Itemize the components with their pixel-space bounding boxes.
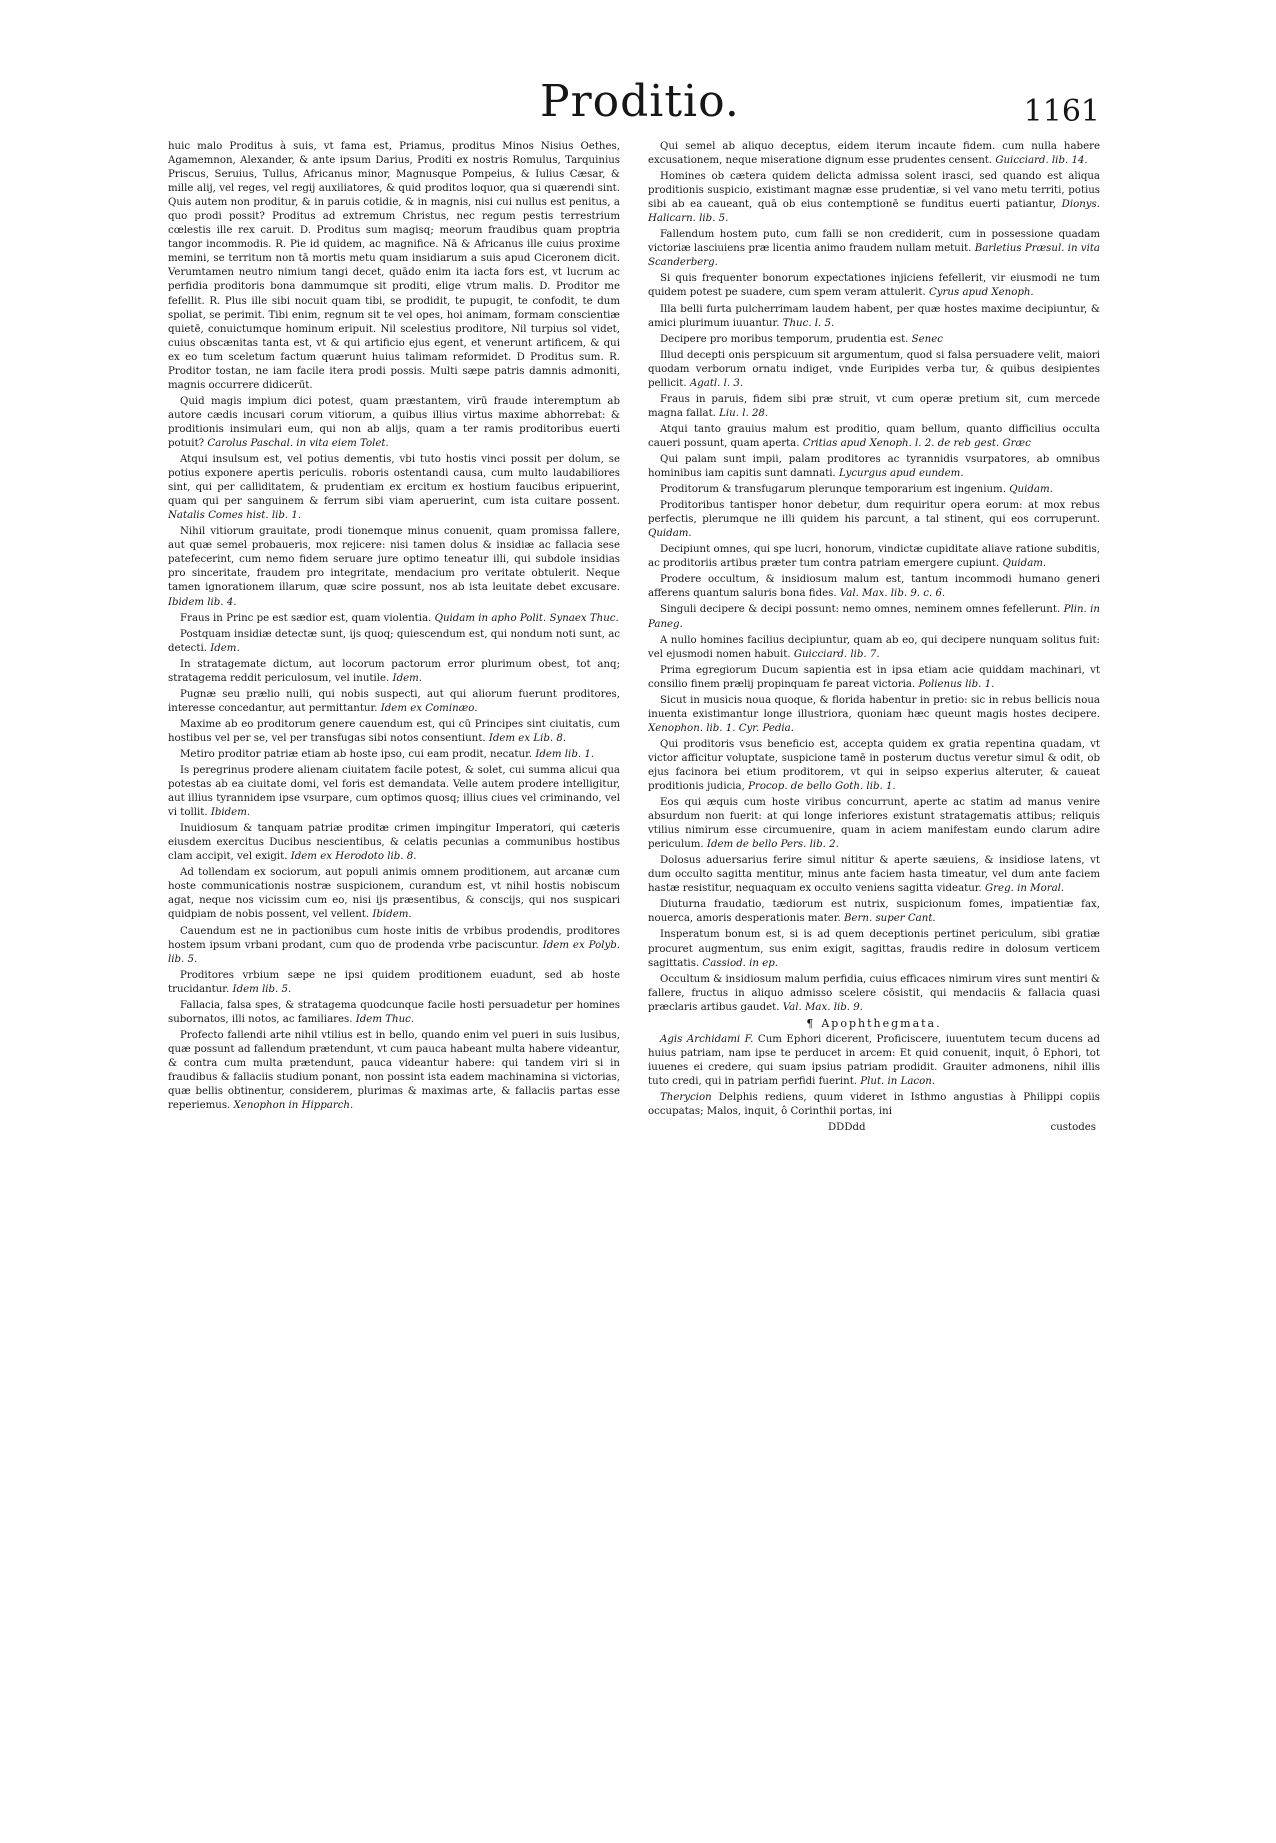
paragraph	[648, 573, 1100, 601]
source-citation: Dionys. Halicarn. lib. 5.	[648, 199, 1100, 225]
source-citation: Procop. de bello Goth. lib. 1.	[748, 781, 896, 793]
source-citation: Ibidem lib. 4.	[168, 596, 237, 608]
source-citation: Xenophon. lib. 1. Cyr. Pedia.	[648, 722, 794, 734]
paragraph-text: Prodere occultum, & insidiosum malum est, tantum incommodi humano generi afferens quantum saluris bona fides.	[648, 574, 1100, 600]
apophthegm-text: Cum Ephori dicerent, Proficiscere, iuuentutem tecum ducens ad huius patriam, nam ipse te perducet in arcem: Et quid conuenit, inquit, ô Ephori, tot iuuenes ei credere, qui suam ipsius patriam prodidit. Grauiter admonens, nihil illis tuto credi, qui in patriam perfidi fuerint.	[648, 1033, 1100, 1087]
source-citation: Plut. in Lacon.	[860, 1075, 936, 1087]
paragraph-text: Fallendum hostem puto, cum falli se non crediderit, cum in possessione quadam victoriæ lasciuiens præ licentia animo fraudem nullam metuit.	[648, 229, 1100, 255]
page-header	[150, 76, 1100, 136]
source-citation: Critias apud Xenoph. l. 2. de reb gest. Græc	[802, 437, 1031, 449]
paragraph	[648, 303, 1100, 331]
paragraph	[168, 688, 620, 716]
paragraph-text: Postquam insidiæ detectæ sunt, ijs quoq; quiescendum est, qui nondum noti sunt, ac detecti.	[168, 628, 620, 654]
paragraph-text: Inuidiosum & tanquam patriæ proditæ crimen impingitur Imperatori, qui cæteris eiusdem exercitus Ducibus nescientibus, & celatis pecunias a communibus hostibus clam accipit, vel exigit.	[168, 823, 620, 863]
paragraph	[168, 140, 620, 393]
paragraph	[168, 822, 620, 864]
paragraph	[648, 694, 1100, 736]
source-citation: Senec	[911, 333, 943, 345]
paragraph-text: Occultum & insidiosum malum perfidia, cuius efficaces nimirum vires sunt mentiri & fallere, fructus in aliquo admisso scelere cōsistit, qui mendaciis & fallacia quasi præclaris artibus gaudet.	[648, 973, 1100, 1013]
paragraph-text: Maxime ab eo proditorum genere cauendum est, qui cū Principes sint ciuitatis, cum hostibus vel per se, vel per transfugas sibi notos consentiunt.	[168, 718, 620, 744]
paragraph	[168, 969, 620, 997]
paragraph	[648, 738, 1100, 794]
source-citation: Xenophon in Hipparch.	[233, 1100, 354, 1112]
paragraph-text: Illud decepti onis perspicuum sit argumentum, quod si falsa persuadere velit, maiori quodam verborum ornatu indiget, vnde Euripides verba tur, & quibus desipientes pellicit.	[648, 349, 1100, 389]
paragraph	[168, 925, 620, 967]
apophthegm	[648, 1033, 1100, 1089]
paragraph	[648, 333, 1100, 347]
paragraph	[648, 499, 1100, 541]
paragraph-text: Cauendum est ne in pactionibus cum hoste initis de vrbibus prodendis, proditores hostem ipsum vrbani prodant, cum quo de prodenda vrbe paciscuntur.	[168, 925, 620, 951]
paragraph	[648, 423, 1100, 451]
section-heading-text: Apophthegmata.	[821, 1016, 942, 1030]
paragraph	[648, 272, 1100, 300]
page-number: 1161	[1023, 94, 1100, 129]
paragraph	[168, 866, 620, 922]
paragraph	[168, 658, 620, 686]
source-citation: Quidam.	[1002, 558, 1047, 570]
paragraph	[168, 453, 620, 523]
right-column	[648, 140, 1100, 1810]
speaker-name: Therycion	[660, 1092, 712, 1103]
source-citation: Cyrus apud Xenoph.	[929, 287, 1034, 299]
source-citation: Quidam.	[648, 528, 692, 540]
source-citation: Val. Max. lib. 9. c. 6.	[839, 588, 946, 600]
paragraph-text: A nullo homines facilius decipiuntur, quam ab eo, qui decipere nunquam solitus fuit: vel ejusmodi nomen habuit.	[648, 634, 1100, 660]
source-citation: Idem ex Lib. 8.	[488, 732, 567, 744]
source-citation: Guicciard. lib. 7.	[793, 648, 880, 660]
source-citation: Plin. in Paneg.	[648, 604, 1100, 630]
source-citation: Agatl. l. 3.	[689, 377, 744, 389]
paragraph-text: Dolosus aduersarius ferire simul nititur & aperte sæuiens, & insidiose latens, vt dum occulto sagitta mentitur, minus ante faciem hasta timeatur, vel dum ante faciem hastæ resistitur, nequaquam ex occulto veniens sagitta videatur.	[648, 855, 1100, 895]
speaker-name: Agis Archidami F.	[660, 1033, 754, 1045]
paragraph	[648, 973, 1100, 1015]
paragraph	[168, 628, 620, 656]
source-citation: Barletius Præsul. in vita Scanderberg.	[648, 243, 1100, 269]
paragraph	[168, 748, 620, 762]
paragraph-text: Ad tollendam ex sociorum, aut populi animis omnem proditionem, aut arcanæ cum hoste communicationis nostræ suspicionem, curandum est, vt nihil hostis nobiscum agat, neque nos vicissim cum eo, nisi ijs præsentibus, & conscijs, qui nos suspicari quidpiam de nobis possent, vel vellent.	[168, 867, 620, 921]
source-citation: Val. Max. lib. 9.	[782, 1001, 863, 1013]
paragraph-text: Nihil vitiorum grauitate, prodi tionemque minus conuenit, quam promissa fallere, aut quæ semel probaueris, mox rejicere: nisi tamen dolus & insidiæ ac fallacia sese patefecerint, cum nemo fidem seruare jure optimo teneatur illi, qui subdole insidias pro sinceritate, fraudem pro integritate, mendacium pro veritate obtulerit. Neque tamen ignorationem illarum, quæ scire possunt, nos ab ista leuitate debet excusare.	[168, 526, 620, 594]
page-footer	[648, 1121, 1100, 1135]
paragraph	[648, 228, 1100, 270]
paragraph-text: Sicut in musicis noua quoque, & florida habentur in pretio: sic in rebus bellicis noua inuenta existimantur longe illustriora, quoniam hæc queunt magis hostes decipere.	[648, 694, 1100, 720]
running-title: Proditio.	[540, 76, 740, 127]
paragraph	[648, 603, 1100, 631]
paragraph-text: Metiro proditor patriæ etiam ab hoste ipso, cui eam prodit, necatur.	[180, 748, 533, 760]
paragraph	[648, 140, 1100, 168]
source-citation: Ibidem.	[210, 807, 251, 819]
source-citation: Liu. l. 28.	[719, 407, 769, 419]
source-citation: Idem.	[210, 642, 240, 654]
source-citation: Cassiod. in ep.	[702, 957, 778, 969]
apophthegm-text: Delphis rediens, quum videret in Isthmo angustias à Philippi copiis occupatas; Malos, inquit, ô Corinthii portas, ini	[648, 1092, 1100, 1118]
source-citation: Lycurgus apud eundem.	[839, 468, 964, 480]
source-citation: Idem.	[392, 672, 423, 684]
paragraph-text: Qui proditoris vsus beneficio est, accepta quidem ex gratia repentina quadam, vt victor afficitur voluptate, suspicione tamē in posterum ductus veretur simul & odit, ob ejus facinora bei etium proditorem, vt qui in seipso experius alteruter, & caueat proditionis judicia,	[648, 738, 1100, 793]
paragraph	[648, 393, 1100, 421]
paragraph-text: Decipere pro moribus temporum, prudentia est.	[660, 333, 909, 345]
paragraph	[648, 854, 1100, 896]
paragraph-text: Eos qui æquis cum hoste viribus concurrunt, aperte ac statim ad manus venire absurdum non fuerit: at qui longe inferiores existunt stratagematis attibus; reliquis vtilius nimirum esse circumuenire, quam in aciem manifestam eundo clarum adire periculum.	[648, 797, 1100, 851]
source-citation: Idem de bello Pers. lib. 2.	[706, 839, 839, 851]
source-citation: Idem ex Polyb. lib. 5.	[168, 939, 620, 965]
pilcrow-icon: ¶	[806, 1016, 816, 1030]
source-citation: Idem Thuc.	[355, 1013, 415, 1025]
source-citation: Ibidem.	[372, 909, 412, 921]
paragraph-text: Proditores vrbium sæpe ne ipsi quidem proditionem euadunt, sed ab hoste trucidantur.	[168, 969, 620, 995]
paragraph-text: Singuli decipere & decipi possunt: nemo omnes, neminem omnes fefellerunt.	[660, 604, 1061, 616]
paragraph	[648, 898, 1100, 926]
source-citation: Guicciard. lib. 14.	[995, 155, 1088, 167]
paragraph	[648, 170, 1100, 226]
paragraph-text: Decipiunt omnes, qui spe lucri, honorum, vindictæ cupiditate aliave ratione subditis, ac proditoriis artibus præter tum contra patriam emergere cupiunt.	[648, 544, 1100, 570]
apophthegm	[648, 1091, 1100, 1119]
source-citation: Polienus lib. 1.	[918, 678, 995, 690]
source-citation: Idem lib. 5.	[232, 983, 292, 995]
paragraph-text: Qui semel ab aliquo deceptus, eidem iterum incaute fidem. cum nulla habere excusationem, neque miseratione dignum esse prudentes censent.	[648, 141, 1100, 167]
paragraph-text: Diuturna fraudatio, tædiorum est nutrix, suspicionum fomes, impatientiæ fax, nouerca, amoris desperationis mater.	[648, 899, 1100, 925]
paragraph	[168, 718, 620, 746]
catchword: custodes	[1050, 1122, 1096, 1134]
paragraph	[648, 634, 1100, 662]
paragraph	[168, 612, 620, 626]
paragraph	[648, 349, 1100, 391]
paragraph-text: Prima egregiorum Ducum sapientia est in ipsa etiam acie quiddam machinari, vt consilio finem prælij propinquam fe pareat victoria.	[648, 664, 1100, 690]
source-citation: Thuc. l. 5.	[782, 317, 835, 329]
source-citation: Natalis Comes hist. lib. 1.	[168, 510, 302, 522]
paragraph-text: Qui palam sunt impii, palam proditores ac tyrannidis vsurpatores, ab omnibus hominibus iam capitis sunt damnati.	[648, 453, 1100, 480]
paragraph-text: Profecto fallendi arte nihil vtilius est in bello, quando enim vel pueri in suis lusibus, quæ possunt ad fallendum prætendunt, vt cum pauca habeant multa habere videantur, & contra cum multa prætendunt, pauca videantur habere: qui tandem viri si in fraudibus & fallaciis studium ponant, non possint ista eadem machinamina si victorias, quæ bellis obtinentur, considerem, plurimas & maximas arte, & fallaciis partas esse reperiemus.	[168, 1029, 620, 1112]
source-citation: Quidam in apho Polit. Synaex Thuc.	[434, 612, 619, 624]
paragraph	[648, 928, 1100, 970]
paragraph	[168, 1029, 620, 1113]
paragraph	[168, 999, 620, 1027]
left-column	[168, 140, 620, 1800]
paragraph-text: Fraus in Princ pe est sædior est, quam violentia.	[180, 612, 432, 624]
paragraph	[168, 395, 620, 451]
paragraph-text: Fallacia, falsa spes, & stratagema quodcunque facile hosti persuadetur per homines subornatos, illi notos, ac familiares.	[168, 999, 620, 1025]
paragraph-text: Atqui tanto grauius malum est proditio, quam bellum, quanto difficilius occulta caueri possunt, quam aperta.	[648, 423, 1100, 449]
paragraph-text: Si quis frequenter bonorum expectationes injiciens fefellerit, vir eiusmodi ne tum quidem potest pe suadere, cum spem veram attulerit.	[648, 273, 1100, 299]
paragraph-text: Homines ob cætera quidem delicta admissa solent irasci, sed quando est aliqua proditionis suspicio, existimant magnæ esse prudentiæ, si vel vano metu territi, potius sibi ab ea caueant, quā ob eius contemptionē se funditus euerti patiantur,	[648, 171, 1100, 211]
paragraph-text: Is peregrinus prodere alienam ciuitatem facile potest, & solet, cui summa alicui qua potestas ab ea ciuitate domi, vel foris est demandata. Velle autem prodere intelligitur, aut illius tyrannidem ipse vsurpare, cum optimos quosq; illius ciues vel criminando, vel vi tollit.	[168, 765, 620, 819]
paragraph-text: Quid magis impium dici potest, quam præstantem, virū fraude interemptum ab autore cædis incusari corum vitiorum, a quibus illius virtus maxime abhorrebat: & proditionis insimulari eum, qui non ab alijs, quam a ter ramis proditoribus euerti potuit?	[168, 395, 620, 449]
paragraph-text: huic malo Proditus à suis, vt fama est, Priamus, proditus Minos Nisius Oethes, Agamemnon, Alexander, & ante ipsum Darius, Proditi ex nostris Romulus, Tarquinius Priscus, Seruius, Tullus, Africanus minor, Magnusque Pompeius, & Iulius Cæsar, & mille alij, vel reges, vel regij auxiliatores, & quid proditos loquor, qua si quærendi sint. Quis autem non proditur, & in paruis cotidie, & in magnis, nisi cui nullus est penitus, a quo prodi possit? Proditus ad extremum Christus, nec regum pestis terrestrium cœlestis ille rex caruit. D. Proditus sum magisq; meorum fraudibus quam proptria tangor incommodis. R. Pie id quidem, ac magnifice. Nā & Africanus ille cuius proxime memini, se territum non tā mortis metu quam insidiarum a suis apud Ciceronem dicit. Verumtamen neutro nimium tangi decet, quādo enim ita iacta fors est, vt lucrum ac perfidia proditoris bona dammumque sit proditi, elige vtrum malis. D. Proditor me fefellit. R. Plus ille sibi nocuit quam tibi, se prodidit, te pupugit, te confodit, te dum spoliat, se perimit. Tibi enim, regnum sit te vel opes, hoi animam, formam conscientiæ quietē, conuictumque hominum eripuit. Nil scelestius proditore, Nil turpius sol videt, cuius obscænitas tanta est, vt & qui artificio ejus egent, et venerunt artificem, & qui ex eo tum sceletum factum quærunt huius talimam reformidet. D Proditus sum. R. Proditor tostan, ne iam facile itera prodi possis. Multi sæpe patris damnis admoniti, magnis occurrere didicerūt.	[168, 141, 620, 391]
paragraph-text: Illa belli furta pulcherrimam laudem habent, per quæ hostes maxime decipiuntur, & amici plurimum iuuantur.	[648, 303, 1100, 329]
paragraph	[648, 483, 1100, 497]
paragraph	[648, 664, 1100, 692]
paragraph	[648, 453, 1100, 481]
source-citation: Quidam.	[1009, 484, 1053, 496]
paragraph	[648, 796, 1100, 852]
paragraph-text: Pugnæ seu prælio nulli, qui nobis suspecti, aut qui aliorum fuerunt proditores, interesse concedantur, aut permittantur.	[168, 688, 620, 714]
paragraph	[168, 525, 620, 609]
source-citation: Carolus Paschal. in vita eiem Tolet.	[207, 437, 389, 449]
source-citation: Idem ex Herodoto lib. 8.	[290, 851, 417, 863]
paragraph-text: Atqui insulsum est, vel potius dementis, vbi tuto hostis vinci possit per dolum, se potius exponere apertis periculis. roboris ostentandi causa, cum multo laudabiliores sint, qui per calliditatem, & prudentiam ex ercitum ex hostium faucibus eripuerint, quam qui per sanguinem & ferrum sibi viam aperuerint, cum ista cuitare possent.	[168, 454, 620, 508]
source-citation: Idem lib. 1.	[535, 748, 595, 760]
source-citation: Greg. in Moral.	[985, 883, 1065, 895]
section-heading	[648, 1017, 1100, 1031]
paragraph-text: Proditorum & transfugarum plerunque temporarium est ingenium.	[660, 484, 1006, 496]
paragraph-text: Proditoribus tantisper honor debetur, dum requiritur opera eorum: at mox rebus perfectis, plerumque ne illi quidem his parcunt, a tal stinent, qui eos corruperunt.	[648, 500, 1100, 526]
source-citation: Idem ex Cominæo.	[380, 702, 478, 714]
paragraph-text: Insperatum bonum est, si is ad quem deceptionis pertinet periculum, sibi gratiæ procuret augmentum, sus enim exigit, sagittas, fraudis redire in dolosum verticem sagittatis.	[648, 929, 1100, 969]
paragraph	[648, 543, 1100, 571]
signature-mark: DDDdd	[828, 1122, 866, 1134]
paragraph	[168, 764, 620, 820]
paragraph-text: In stratagemate dictum, aut locorum pactorum error plurimum obest, tot anq; stratagema reddit periculosum, vel inutile.	[168, 658, 620, 684]
source-citation: Bern. super Cant.	[844, 913, 936, 925]
paragraph-text: Fraus in paruis, fidem sibi præ struit, vt cum operæ pretium sit, cum mercede magna fallat.	[648, 393, 1100, 419]
